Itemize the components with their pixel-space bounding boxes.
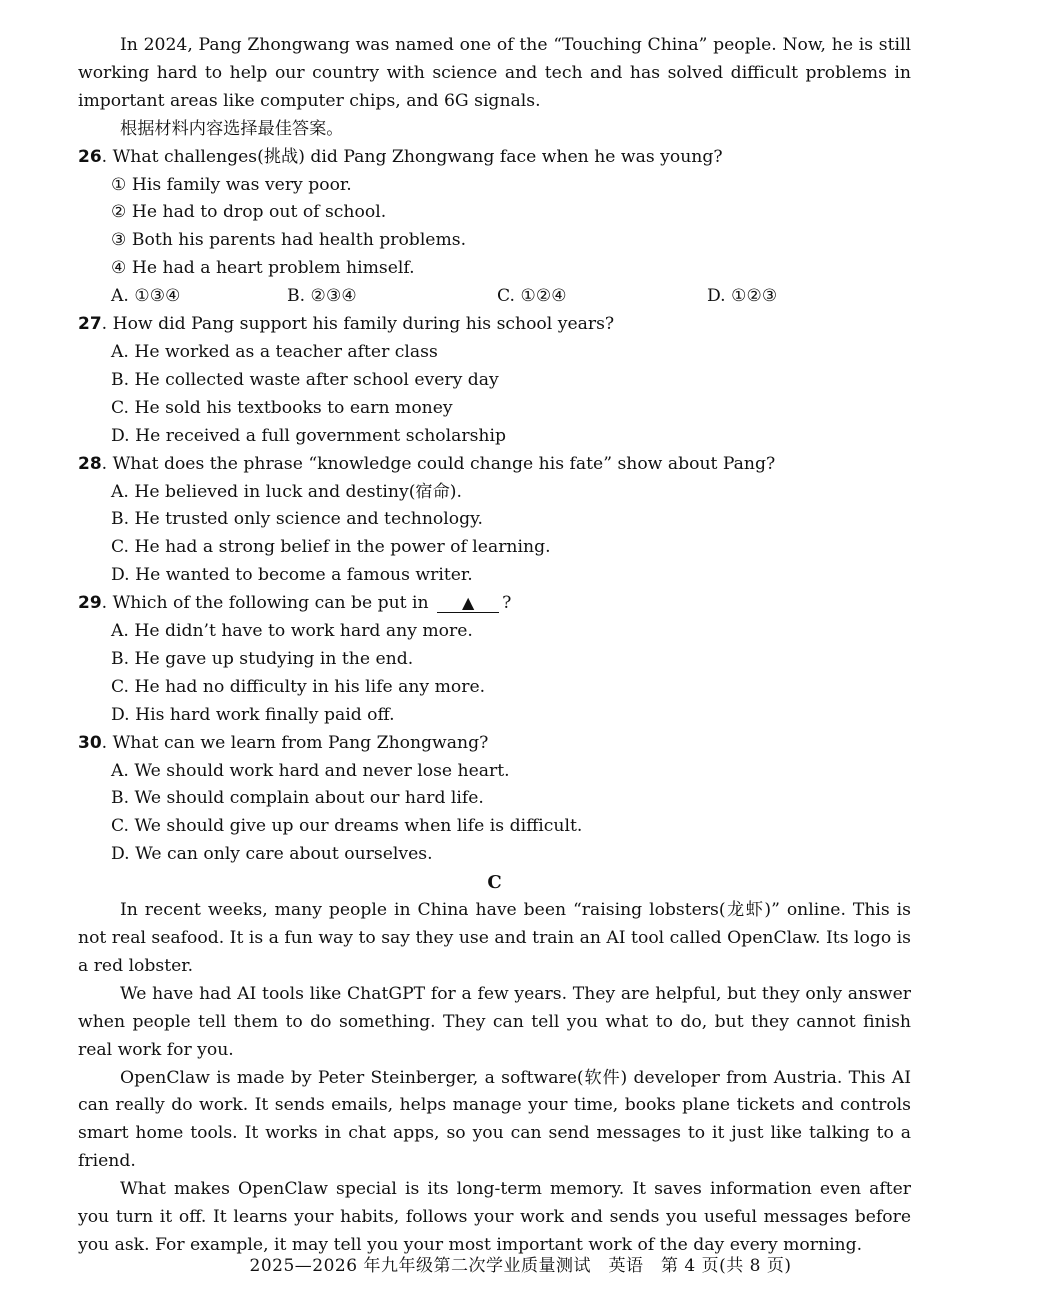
choice-c: C. ①②④ bbox=[497, 286, 567, 307]
option-b: B. We should complain about our hard life. bbox=[111, 788, 484, 809]
question-27 bbox=[78, 311, 911, 339]
question-29 bbox=[78, 590, 911, 618]
option-c: C. He sold his textbooks to earn money bbox=[111, 397, 453, 418]
question-30 bbox=[78, 730, 911, 758]
option-b: B. He trusted only science and technology. bbox=[111, 509, 483, 530]
answer-blank: ▲ bbox=[437, 594, 499, 613]
option-a: A. He didn’t have to work hard any more. bbox=[111, 621, 473, 642]
section-title: C bbox=[487, 872, 502, 894]
question-26 bbox=[78, 144, 911, 172]
exam-page bbox=[78, 32, 911, 1260]
question-number: 26 bbox=[78, 146, 102, 167]
choice-a: A. ①③④ bbox=[111, 286, 181, 307]
question-stem: . What does the phrase “knowledge could change his fate” show about Pang? bbox=[101, 453, 776, 474]
instruction: 根据材料内容选择最佳答案。 bbox=[120, 118, 344, 139]
statement-2: ② He had to drop out of school. bbox=[111, 202, 387, 223]
question-number: 30 bbox=[78, 732, 102, 753]
question-number: 28 bbox=[78, 453, 102, 474]
option-b: B. He collected waste after school every day bbox=[111, 369, 499, 390]
passage-paragraph: OpenClaw is made by Peter Steinberger, a software(软件) developer from Austria. This AI can really do work. It sends emails, helps manage your time, books plane tickets and controls smart home tools. It works in chat apps, so you can send messages to it just like talking to a friend. bbox=[78, 1067, 911, 1172]
question-number: 27 bbox=[78, 314, 102, 335]
option-c: C. He had no difficulty in his life any more. bbox=[111, 676, 486, 697]
question-end: ? bbox=[502, 593, 512, 614]
option-d: D. He received a full government scholarship bbox=[111, 425, 506, 446]
question-stem: . What challenges(挑战) did Pang Zhongwang face when he was young? bbox=[101, 146, 723, 167]
option-d: D. He wanted to become a famous writer. bbox=[111, 565, 473, 586]
statement-4: ④ He had a heart problem himself. bbox=[111, 258, 415, 279]
option-b: B. He gave up studying in the end. bbox=[111, 648, 414, 669]
question-stem: . What can we learn from Pang Zhongwang? bbox=[101, 732, 489, 753]
page-footer: 2025—2026 年九年级第二次学业质量测试 英语 第 4 页(共 8 页) bbox=[249, 1256, 792, 1276]
choice-d: D. ①②③ bbox=[707, 286, 778, 307]
question-stem: . How did Pang support his family during his school years? bbox=[101, 314, 615, 335]
option-c: C. He had a strong belief in the power of learning. bbox=[111, 537, 551, 558]
choices-row bbox=[78, 283, 911, 311]
option-a: A. He worked as a teacher after class bbox=[111, 341, 438, 362]
passage-paragraph: What makes OpenClaw special is its long-term memory. It saves information even after you turn it off. It learns your habits, follows your work and sends you useful messages before you ask. For example, it may tell you your most important work of the day every morning. bbox=[78, 1179, 911, 1255]
question-stem: . Which of the following can be put in bbox=[101, 593, 429, 614]
intro-paragraph: In 2024, Pang Zhongwang was named one of the “Touching China” people. Now, he is still working hard to help our country with science and tech and has solved difficult problems in important areas like computer chips, and 6G signals. bbox=[78, 35, 911, 111]
choice-b: B. ②③④ bbox=[287, 286, 357, 307]
option-c: C. We should give up our dreams when life is difficult. bbox=[111, 816, 583, 837]
option-d: D. We can only care about ourselves. bbox=[111, 844, 433, 865]
statement-3: ③ Both his parents had health problems. bbox=[111, 230, 467, 251]
statement-1: ① His family was very poor. bbox=[111, 174, 352, 195]
passage-paragraph: In recent weeks, many people in China have been “raising lobsters(龙虾)” online. This is not real seafood. It is a fun way to say they use and train an AI tool called OpenClaw. Its logo is a red lobster. bbox=[78, 900, 911, 976]
option-a: A. He believed in luck and destiny(宿命). bbox=[111, 481, 462, 502]
option-a: A. We should work hard and never lose heart. bbox=[111, 760, 510, 781]
question-28 bbox=[78, 451, 911, 479]
option-d: D. His hard work finally paid off. bbox=[111, 704, 395, 725]
passage-paragraph: We have had AI tools like ChatGPT for a few years. They are helpful, but they only answer when people tell them to do something. They can tell you what to do, but they cannot finish real work for you. bbox=[78, 983, 911, 1060]
question-number: 29 bbox=[78, 593, 102, 614]
